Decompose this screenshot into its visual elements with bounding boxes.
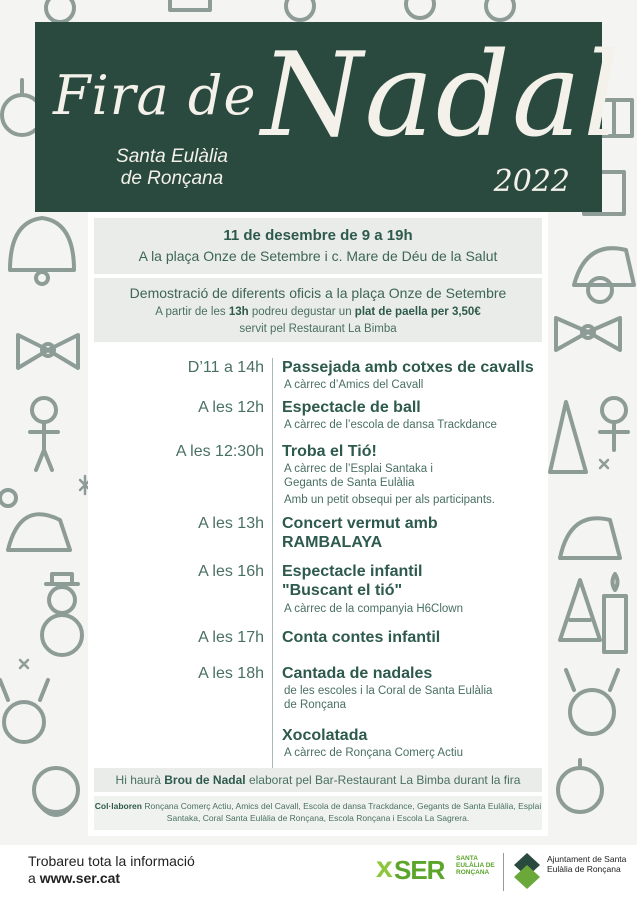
footer-info-line1: Trobareu tota la informació bbox=[28, 853, 195, 869]
schedule-title: Passejada amb cotxes de cavalls bbox=[282, 359, 534, 376]
santa-face-icon bbox=[34, 768, 78, 815]
schedule-title: Cantada de nadales bbox=[282, 665, 433, 682]
schedule-time: A les 17h bbox=[198, 629, 264, 646]
santa-hat-icon bbox=[0, 490, 70, 550]
paella-mid: podreu degustar un bbox=[251, 306, 352, 318]
title-nadal: Nadal bbox=[261, 28, 623, 163]
brou-pre: Hi haurà bbox=[115, 773, 161, 787]
collab-text: Ronçana Comerç Actiu, Amics del Cavall, Escola de dansa Trackdance, Gegants de Santa Eulàlia, Esplai Santaka, Coral Santa Eulàlia de Ronçana, Escola Ronçana i Escola La Sagrera. bbox=[144, 801, 542, 823]
brou-box bbox=[94, 768, 542, 792]
footer-info-line2 bbox=[28, 870, 195, 887]
gingerbread-man-icon bbox=[30, 398, 58, 470]
paella-time: 13h bbox=[228, 306, 249, 318]
date-rest: de desembre de 9 a 19h bbox=[243, 227, 413, 244]
schedule-title: Troba el Tió! bbox=[282, 443, 377, 460]
bow-icon bbox=[18, 335, 78, 368]
footer bbox=[0, 845, 637, 900]
collab-box bbox=[94, 796, 542, 830]
subtitle bbox=[87, 146, 257, 190]
paella-line bbox=[94, 304, 542, 321]
tree-icon bbox=[560, 580, 600, 640]
ajuntament-shield-icon bbox=[512, 851, 542, 891]
ornament-ball-icon-right bbox=[558, 760, 602, 812]
brou-post: elaborat pel Bar-Restaurant La Bimba durant la fira bbox=[248, 773, 521, 787]
schedule-time: A les 12:30h bbox=[175, 443, 264, 460]
collab-label: Col·laboren bbox=[94, 801, 142, 811]
footer-divider bbox=[503, 853, 504, 891]
subtitle-line2: de Ronçana bbox=[120, 168, 224, 189]
ser-logo bbox=[376, 849, 496, 893]
schedule-time: A les 13h bbox=[198, 515, 264, 532]
demo-box bbox=[94, 278, 542, 342]
snowman-icon bbox=[42, 574, 82, 655]
candle-icon bbox=[604, 574, 626, 652]
footer-info-pre: a bbox=[28, 870, 36, 886]
schedule-title: Xocolatada bbox=[282, 727, 368, 744]
schedule-desc: A càrrec de Ronçana Comerç Actiu bbox=[284, 747, 463, 759]
schedule-desc: A càrrec de l’escola de dansa Trackdance bbox=[284, 419, 497, 431]
schedule-desc-extra: Amb un petit obsequi per als participants. bbox=[284, 494, 495, 506]
party-hat-icon bbox=[550, 402, 586, 472]
schedule-time: D’11 a 14h bbox=[187, 359, 264, 376]
schedule-title: Espectacle de ball bbox=[282, 399, 421, 416]
footer-info bbox=[28, 853, 195, 887]
schedule-title: Concert vermut amb RAMBALAYA bbox=[282, 515, 438, 551]
paella-pre: A partir de les bbox=[155, 306, 226, 318]
ajuntament-text: Ajuntament de Santa Eulàlia de Ronçana bbox=[547, 854, 627, 874]
demo-line: Demostració de diferents oficis a la plaça Onze de Setembre bbox=[129, 285, 507, 301]
subtitle-line1: Santa Eulàlia bbox=[116, 146, 228, 167]
date-day: 11 bbox=[223, 227, 240, 244]
schedule-title: Espectacle infantil "Buscant el tió" bbox=[282, 563, 423, 599]
place-line: A la plaça Onze de Setembre i c. Mare de Déu de la Salut bbox=[138, 248, 498, 264]
schedule-time: A les 16h bbox=[198, 563, 264, 580]
title-fira-de: Fira de bbox=[53, 64, 257, 127]
ser-logo-word: SER bbox=[394, 855, 445, 885]
reindeer-icon bbox=[0, 680, 48, 742]
ser-x-icon: x bbox=[376, 851, 393, 884]
santa-hat-icon-right2 bbox=[560, 518, 620, 558]
footer-url-link[interactable]: www.ser.cat bbox=[39, 870, 121, 886]
schedule-desc: A càrrec de l’Esplai Santaka i Gegants de Santa Eulàlia bbox=[284, 463, 433, 489]
schedule-time: A les 12h bbox=[198, 399, 264, 416]
schedule-divider bbox=[272, 358, 273, 768]
schedule-desc: de les escoles i la Coral de Santa Eulàlia de Ronçana bbox=[284, 685, 493, 711]
date-box bbox=[94, 218, 542, 274]
schedule-title: Conta contes infantil bbox=[282, 629, 441, 646]
schedule-desc: A càrrec d’Amics del Cavall bbox=[284, 379, 424, 391]
program-panel bbox=[88, 212, 548, 836]
bow-icon-right bbox=[556, 318, 620, 350]
paella-bold: plat de paella per 3,50€ bbox=[354, 306, 481, 318]
date-line bbox=[94, 226, 542, 246]
santa-hat-icon-right bbox=[574, 248, 634, 302]
schedule-desc: A càrrec de la companyia H6Clown bbox=[284, 603, 463, 615]
brou-bold: Brou de Nadal bbox=[164, 773, 246, 787]
bell-icon bbox=[10, 218, 74, 284]
year: 2022 bbox=[493, 164, 570, 199]
schedule-time: A les 18h bbox=[198, 665, 264, 682]
gingerbread-man-icon-right bbox=[600, 398, 628, 450]
ser-logo-sub: SANTA EULÀLIA DE RONÇANA bbox=[456, 855, 495, 876]
servit-line: servit pel Restaurant La Bimba bbox=[239, 323, 397, 335]
top-doodles bbox=[46, 0, 514, 22]
header-card bbox=[35, 22, 623, 212]
reindeer-icon-right bbox=[566, 670, 618, 734]
